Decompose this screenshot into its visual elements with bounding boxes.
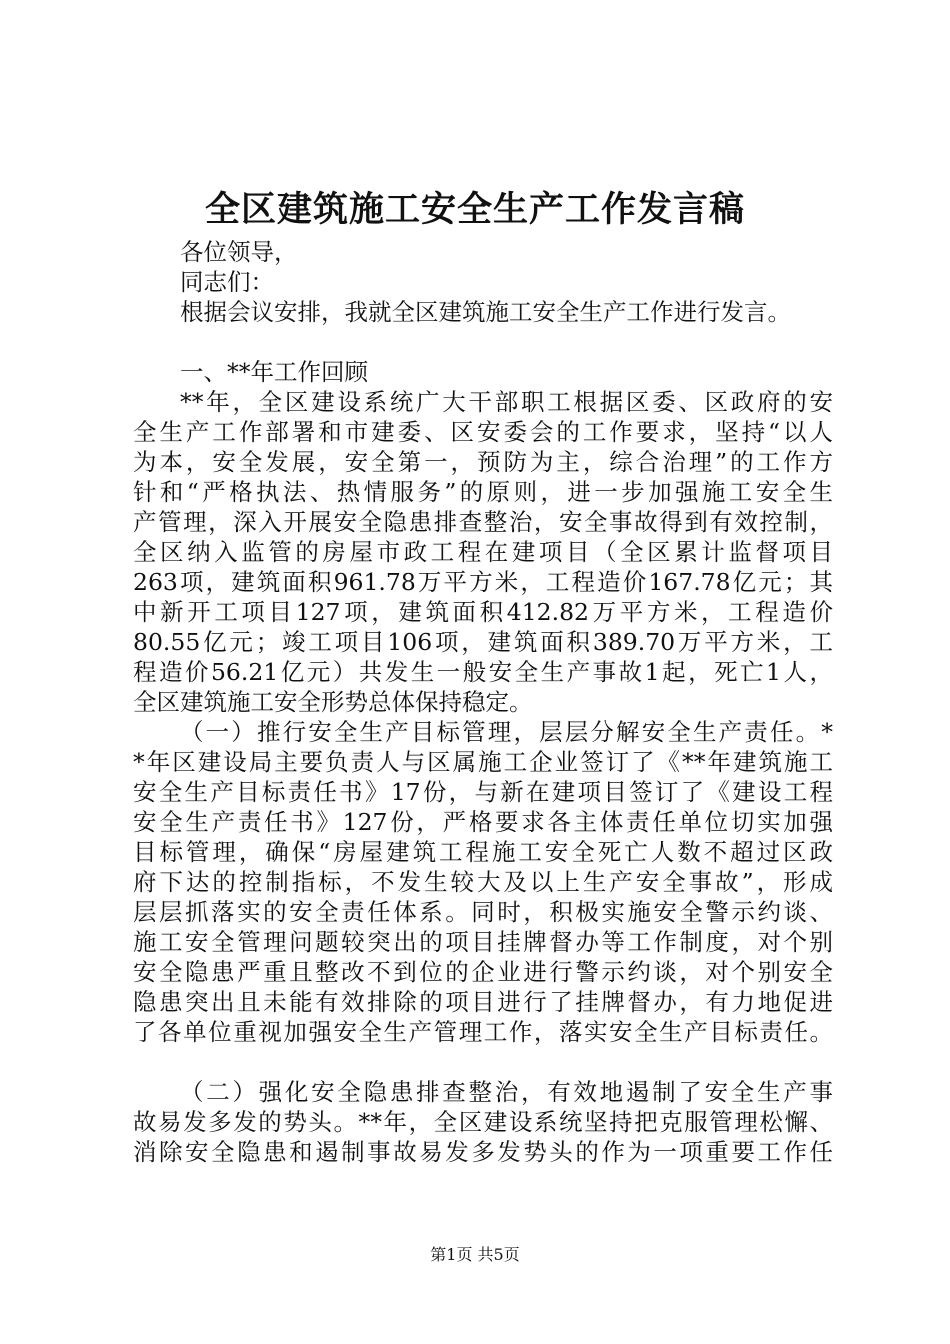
text-line: 全生产工作部署和市建委、区安委会的工作要求，坚持“以人 [133,418,833,446]
text-line: 施工安全管理问题较突出的项目挂牌督办等工作制度，对个别 [133,928,833,956]
text-line: 80.55亿元；竣工项目106项，建筑面积389.70万平方米，工 [133,628,833,656]
document-title: 全区建筑施工安全生产工作发言稿 [204,189,745,230]
text-line: 安全生产责任书》127份，严格要求各主体责任单位切实加强 [133,808,833,836]
text-line: 故易发多发的势头。**年，全区建设系统坚持把克服管理松懈、 [133,1108,833,1136]
text-line: 了各单位重视加强安全生产管理工作，落实安全生产目标责任。 [133,1018,833,1046]
paragraph-target-management [133,717,833,1047]
spacer [133,327,833,357]
salutation-line: 各位领导， [180,238,298,266]
text-line: （一）推行安全生产目标管理，层层分解安全生产责任。* [180,718,833,746]
text-line: 针和“严格执法、热情服务”的原则，进一步加强施工安全生 [133,478,833,506]
paragraph-hazard-rectification [133,1077,833,1167]
text-line: 为本，安全发展，安全第一，预防为主，综合治理”的工作方 [133,448,833,476]
text-line: 产管理，深入开展安全隐患排查整治，安全事故得到有效控制， [133,508,833,536]
text-line: 全区建筑施工安全形势总体保持稳定。 [133,688,533,716]
paragraph-review [133,387,833,717]
text-line: 安全生产目标责任书》17份，与新在建项目签订了《建设工程 [133,778,833,806]
text-line: **年，全区建设系统广大干部职工根据区委、区政府的安 [180,388,833,416]
intro-line: 根据会议安排，我就全区建筑施工安全生产工作进行发言。 [180,298,791,326]
text-line: 隐患突出且未能有效排除的项目进行了挂牌督办，有力地促进 [133,988,833,1016]
section-heading: 一、**年工作回顾 [180,358,368,386]
text-line: 层层抓落实的安全责任体系。同时，积极实施安全警示约谈、 [133,898,833,926]
page-footer: 第1页 共5页 [430,1245,520,1264]
text-line: 消除安全隐患和遏制事故易发多发势头的作为一项重要工作任 [133,1138,833,1166]
text-line: 263项，建筑面积961.78万平方米，工程造价167.78亿元；其 [133,568,833,596]
text-line: *年区建设局主要负责人与区属施工企业签订了《**年建筑施工 [133,748,833,776]
document-body [133,237,833,1167]
spacer [133,1047,833,1077]
salutation-line: 同志们： [180,268,274,296]
text-line: 安全隐患严重且整改不到位的企业进行警示约谈，对个别安全 [133,958,833,986]
text-line: 程造价56.21亿元）共发生一般安全生产事故1起，死亡1人， [133,658,833,686]
text-line: 府下达的控制指标，不发生较大及以上生产安全事故”，形成 [133,868,833,896]
text-line: （二）强化安全隐患排查整治，有效地遏制了安全生产事 [180,1078,833,1106]
text-line: 全区纳入监管的房屋市政工程在建项目（全区累计监督项目 [133,538,833,566]
text-line: 目标管理，确保“房屋建筑工程施工安全死亡人数不超过区政 [133,838,833,866]
text-line: 中新开工项目127项，建筑面积412.82万平方米，工程造价 [133,598,833,626]
